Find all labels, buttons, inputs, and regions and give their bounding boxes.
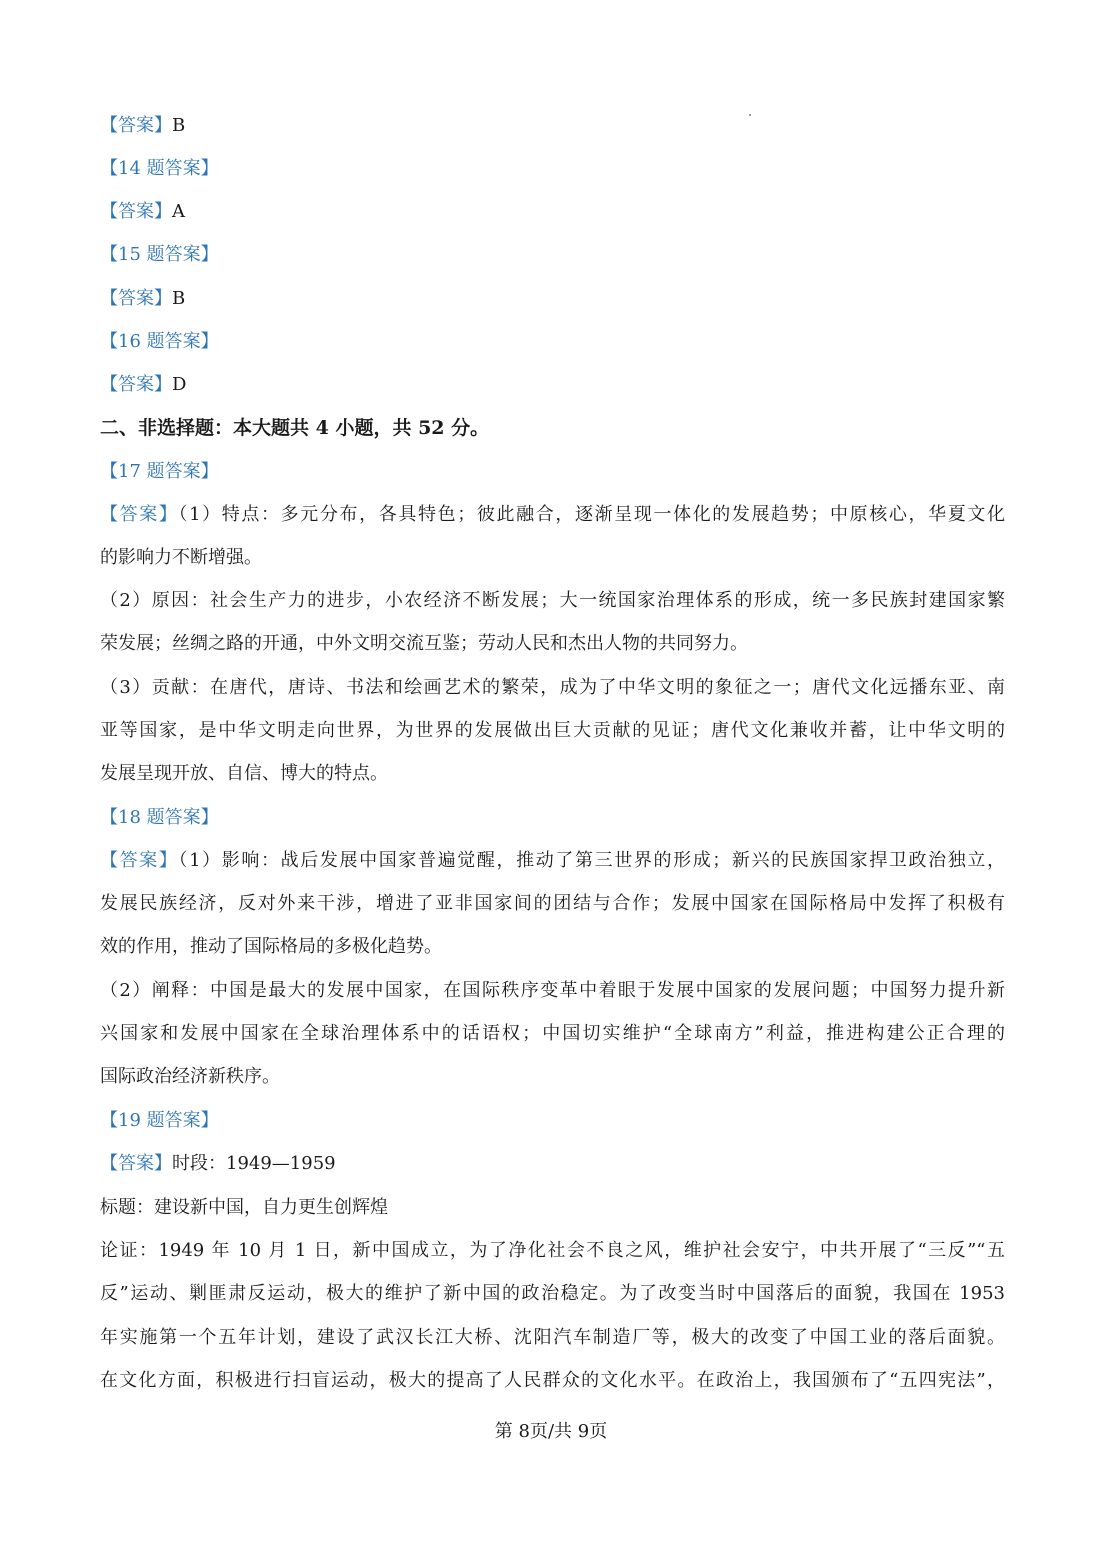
q19-line-3: 论证：1949 年 10 月 1 日，新中国成立，为了净化社会不良之风，维护社会安宁，中共开展了“三反”“五: [100, 1240, 1005, 1261]
answer-label: 【答案】: [100, 1153, 172, 1174]
q19-line-4: 反”运动、剿匪肃反运动，极大的维护了新中国的政治稳定。为了改变当时中国落后的面貌，我国在 1953: [100, 1283, 1005, 1304]
q19-line-5: 年实施第一个五年计划，建设了武汉长江大桥、沈阳汽车制造厂等，极大的改变了中国工业的落后面貌。: [100, 1327, 1005, 1348]
question-14-header: 【14 题答案】: [100, 158, 219, 179]
question-18-header: 【18 题答案】: [100, 807, 219, 828]
q17-line-2: 的影响力不断增强。: [100, 547, 262, 568]
question-16-header: 【16 题答案】: [100, 331, 219, 352]
answer-14-line: [100, 200, 1005, 224]
q19-line-2: 标题：建设新中国，自力更生创辉煌: [100, 1197, 388, 1218]
answer-16-line: [100, 373, 1005, 397]
q19-line-6: 在文化方面，积极进行扫盲运动，极大的提高了人民群众的文化水平。在政治上，我国颁布了“五四宪法”，: [100, 1370, 1005, 1391]
q18-line-3: 效的作用，推动了国际格局的多极化趋势。: [100, 936, 442, 957]
answer-14-value: A: [172, 201, 185, 222]
q17-line-4: 荣发展；丝绸之路的开通，中外文明交流互鉴；劳动人民和杰出人物的共同努力。: [100, 633, 748, 654]
q18-line-5: 兴国家和发展中国家在全球治理体系中的话语权；中国切实维护“全球南方”利益，推进构建公正合理的: [100, 1023, 1005, 1044]
answer-15-line: [100, 287, 1005, 311]
answer-label: 【答案】: [100, 850, 179, 871]
q18-line-4: （2）阐释：中国是最大的发展中国家，在国际秩序变革中着眼于发展中国家的发展问题；中国努力提升新: [100, 980, 1005, 1001]
q17-line-5: （3）贡献：在唐代，唐诗、书法和绘画艺术的繁荣，成为了中华文明的象征之一；唐代文化远播东亚、南: [100, 677, 1005, 698]
answer-label: 【答案】: [100, 374, 172, 395]
q19-text-1: 时段：1949—1959: [172, 1153, 336, 1174]
q18-line-6: 国际政治经济新秩序。: [100, 1066, 280, 1087]
q17-line-7: 发展呈现开放、自信、博大的特点。: [100, 763, 388, 784]
answer-label: 【答案】: [100, 504, 179, 525]
question-19-header: 【19 题答案】: [100, 1110, 219, 1131]
answer-15-value: B: [172, 288, 186, 309]
answer-13-line: [100, 114, 1005, 138]
q17-line-6: 亚等国家，是中华文明走向世界，为世界的发展做出巨大贡献的见证；唐代文化兼收并蓄，让中华文明的: [100, 720, 1005, 741]
q17-line-1: [100, 503, 1005, 527]
answer-label: 【答案】: [100, 288, 172, 309]
question-15-header: 【15 题答案】: [100, 244, 219, 265]
answer-16-value: D: [172, 374, 187, 395]
question-17-header: 【17 题答案】: [100, 461, 219, 482]
q18-line-2: 发展民族经济，反对外来干涉，增进了亚非国家间的团结与合作；发展中国家在国际格局中发挥了积极有: [100, 893, 1005, 914]
q17-text-1: （1）特点：多元分布，各具特色；彼此融合，逐渐呈现一体化的发展趋势；中原核心，华夏文化: [178, 504, 1005, 525]
section-2-heading: 二、非选择题：本大题共 4 小题，共 52 分。: [100, 417, 490, 439]
answer-13-value: B: [172, 115, 186, 136]
q18-line-1: [100, 849, 1005, 873]
answer-label: 【答案】: [100, 201, 172, 222]
page-number-footer: 第 8页/共 9页: [494, 1421, 608, 1442]
q19-line-1: [100, 1152, 1005, 1176]
q18-text-1: （1）影响：战后发展中国家普遍觉醒，推动了第三世界的形成；新兴的民族国家捍卫政治独立，: [178, 850, 1005, 871]
q17-line-3: （2）原因：社会生产力的进步，小农经济不断发展；大一统国家治理体系的形成，统一多民族封建国家繁: [100, 590, 1005, 611]
answer-label: 【答案】: [100, 115, 172, 136]
